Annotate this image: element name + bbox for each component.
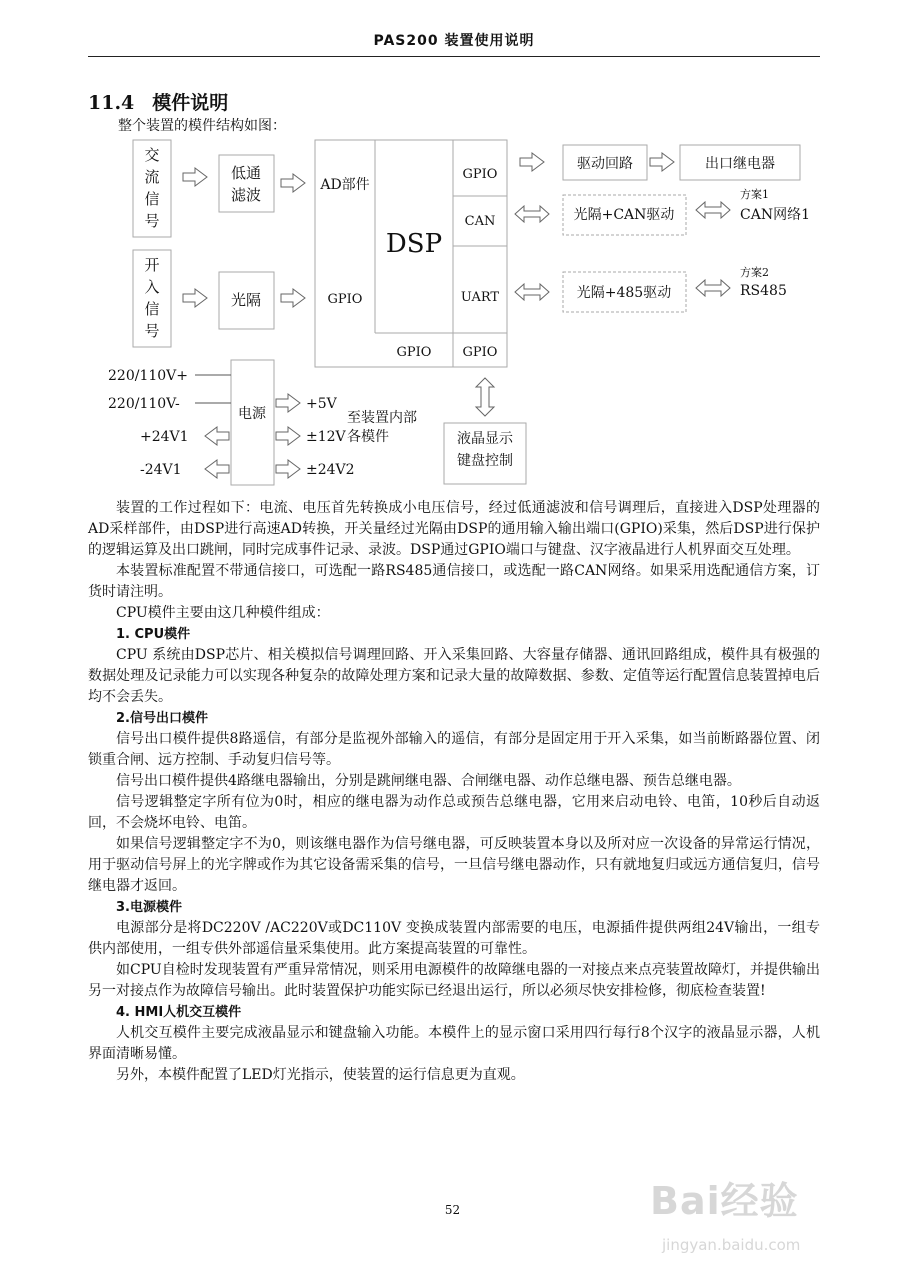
internal-label: 各模件 xyxy=(347,429,389,445)
input-plus-label: 220/110V+ xyxy=(108,368,189,384)
binary-input-char: 开 xyxy=(144,256,160,274)
can-driver-label: 光隔+CAN驱动 xyxy=(573,207,675,223)
page-header: PAS200 装置使用说明 xyxy=(373,33,535,49)
dsp-label: DSP xyxy=(385,229,443,259)
arrow-12v xyxy=(276,427,300,445)
paragraph: 如果信号逻辑整定字不为0，则该继电器作为信号继电器，可反映装置本身以及所对应一次设备的异常运行情况，用于驱动信号屏上的光字牌或作为其它设备需采集的信号，一旦信号继电器动作，只有就地复归或远方通信复归，信号继电器才返回。 xyxy=(88,836,820,894)
paragraph: CPU模件主要由这几种模件组成： xyxy=(116,605,330,621)
rs485-label: RS485 xyxy=(740,283,787,299)
arrow-m24v1 xyxy=(205,460,229,478)
subsection-heading: 2.信号出口模件 xyxy=(116,711,208,726)
module-structure-diagram xyxy=(0,0,905,500)
out-m24v1-label: -24V1 xyxy=(140,462,182,478)
gpio-top-label: GPIO xyxy=(462,167,498,182)
arrow-can-network xyxy=(696,202,730,218)
ad-label: AD部件 xyxy=(320,177,370,193)
out-24v2-label: ±24V2 xyxy=(306,462,355,478)
arrow-can-bidirectional xyxy=(515,206,549,222)
arrow-opto-to-gpio xyxy=(281,289,305,307)
output-relay-label: 出口继电器 xyxy=(705,156,775,172)
out-p24v1-label: +24V1 xyxy=(140,429,189,445)
body-text xyxy=(88,498,820,1086)
can-label: CAN xyxy=(464,214,496,229)
binary-input-char: 号 xyxy=(144,322,160,340)
uart-label: UART xyxy=(460,290,500,305)
input-minus-label: 220/110V- xyxy=(108,396,180,412)
section-intro: 整个装置的模件结构如图： xyxy=(118,118,286,134)
paragraph: 装置的工作过程如下：电流、电压首先转换成小电压信号，经过低通滤波和信号调理后，直接进入DSP处理器的AD采样部件，由DSP进行高速AD转换，开关量经过光隔由DSP的通用输入输出端口(GPIO)采集，然后DSP进行保护的逻辑运算及出口跳闸，同时完成事件记录、录波。DSP通过GPIO端口与键盘、汉字液晶进行人机界面交互处理。 xyxy=(88,500,820,558)
gpio-bottom1-label: GPIO xyxy=(396,345,432,360)
power-module-box xyxy=(231,360,274,485)
can-network-label: CAN网络1 xyxy=(740,207,810,223)
paragraph: 另外，本模件配置了LED灯光指示，使装置的运行信息更为直观。 xyxy=(116,1067,525,1083)
keyboard-label: 键盘控制 xyxy=(457,453,513,469)
internal-label: 至装置内部 xyxy=(347,410,417,426)
power-label: 电源 xyxy=(238,406,266,422)
watermark xyxy=(650,1170,801,1254)
paragraph: 本装置标准配置不带通信接口，可选配一路RS485通信接口，或选配一路CAN网络。如果采用选配通信方案，订货时请注明。 xyxy=(88,563,820,600)
paragraph: 信号出口模件提供4路继电器输出，分别是跳闸继电器、合闸继电器、动作总继电器、预告总继电器。 xyxy=(116,773,741,789)
binary-input-char: 入 xyxy=(144,278,160,296)
optocoupler-label: 光隔 xyxy=(230,291,262,309)
page-number: 52 xyxy=(444,1203,461,1217)
ac-signal-char: 信 xyxy=(144,190,160,208)
gpio-bottom2-label: GPIO xyxy=(462,345,498,360)
arrow-5v xyxy=(276,394,300,412)
option1-label: 方案1 xyxy=(740,188,769,201)
arrow-p24v1 xyxy=(205,427,229,445)
drive-circuit-label: 驱动回路 xyxy=(577,156,633,172)
lowpass-label: 滤波 xyxy=(230,186,262,204)
paragraph: 人机交互模件主要完成液晶显示和键盘输入功能。本模件上的显示窗口采用四行每行8个汉字的液晶显示器，人机界面清晰易懂。 xyxy=(88,1025,820,1062)
subsection-heading: 3.电源模件 xyxy=(116,900,182,915)
paragraph: CPU 系统由DSP芯片、相关模拟信号调理回路、开入采集回路、大容量存储器、通讯回路组成，模件具有极强的数据处理及记录能力可以实现各种复杂的故障处理方案和记录大量的故障数据、参数、定值等运行配置信息装置掉电后均不会丢失。 xyxy=(88,647,820,705)
paragraph: 电源部分是将DC220V /AC220V或DC110V 变换成装置内部需要的电压，电源插件提供两组24V输出，一组专供内部使用，一组专供外部遥信量采集使用。此方案提高装置的可靠性。 xyxy=(88,920,820,957)
lcd-label: 液晶显示 xyxy=(457,431,513,447)
option2-label: 方案2 xyxy=(740,266,769,279)
arrow-lcd-bidirectional xyxy=(476,378,494,416)
out-12v-label: ±12V xyxy=(306,429,346,445)
arrow-drive-to-relay xyxy=(650,153,674,171)
lowpass-label: 低通 xyxy=(230,164,262,182)
subsection-heading: 4. HMI人机交互模件 xyxy=(116,1005,242,1020)
arrow-ac-to-filter xyxy=(183,168,207,186)
rs485-driver-label: 光隔+485驱动 xyxy=(576,285,672,301)
paragraph: 信号逻辑整定字所有位为0时，相应的继电器为动作总或预告总继电器，它用来启动电铃、电笛，10秒后自动返回，不会烧坏电铃、电笛。 xyxy=(88,794,820,831)
ac-signal-char: 交 xyxy=(144,146,160,164)
arrow-input-to-opto xyxy=(183,289,207,307)
ac-signal-char: 流 xyxy=(144,168,160,186)
arrow-rs485 xyxy=(696,280,730,296)
section-number: 11.4 xyxy=(88,92,135,114)
ac-signal-char: 号 xyxy=(144,212,160,230)
paragraph: 如CPU自检时发现装置有严重异常情况，则采用电源模件的故障继电器的一对接点来点亮装置故障灯，并提供输出另一对接点作为故障信号输出。此时装置保护功能实际已经退出运行，所以必须尽快安排检修，彻底检查装置! xyxy=(88,962,820,999)
watermark-url: jingyan.baidu.com xyxy=(662,1236,801,1254)
gpio-left-label: GPIO xyxy=(327,292,363,307)
arrow-filter-to-ad xyxy=(281,174,305,192)
arrow-24v2 xyxy=(276,460,300,478)
arrow-gpio-to-drive xyxy=(520,153,544,171)
arrow-uart-bidirectional xyxy=(515,284,549,300)
out-5v-label: +5V xyxy=(306,396,337,412)
watermark-logo: Bai经验 xyxy=(650,1179,799,1223)
paragraph: 信号出口模件提供8路遥信，有部分是监视外部输入的遥信，有部分是固定用于开入采集，如当前断路器位置、闭锁重合闸、远方控制、手动复归信号等。 xyxy=(88,731,820,768)
section-title-text: 模件说明 xyxy=(152,92,229,114)
binary-input-char: 信 xyxy=(144,300,160,318)
subsection-heading: 1. CPU模件 xyxy=(116,627,191,642)
